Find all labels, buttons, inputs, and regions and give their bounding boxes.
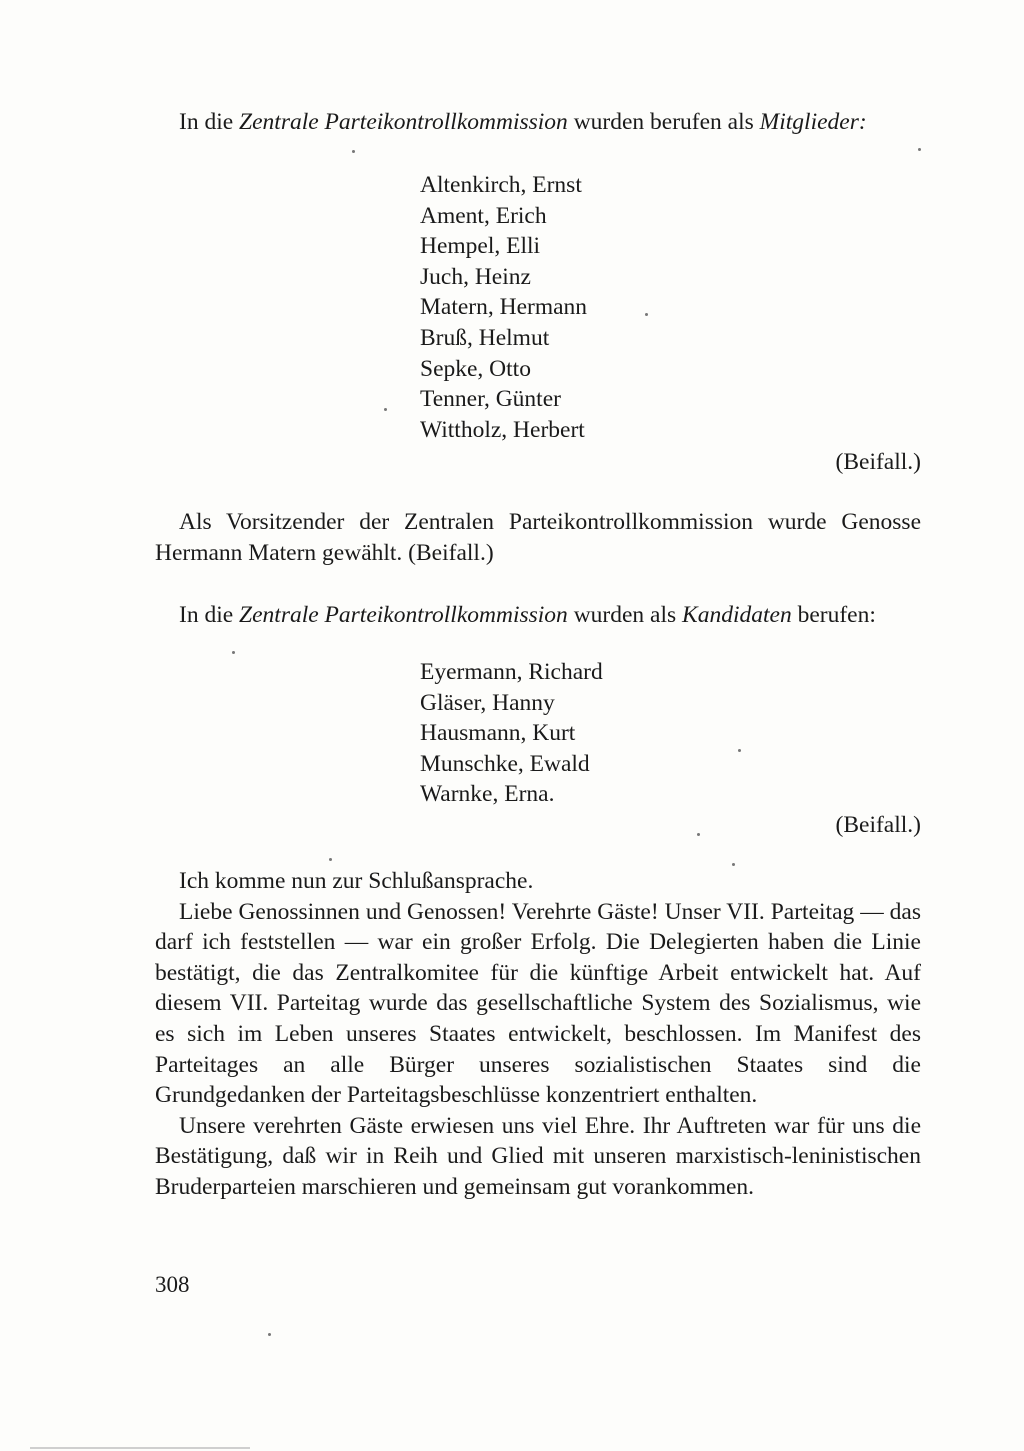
- scan-speck: [697, 833, 700, 836]
- candidates-intro: [155, 600, 921, 631]
- closing-line: Ich komme nun zur Schlußansprache.: [179, 868, 534, 894]
- closing-paragraph-2: Unsere verehrten Gäste erwiesen uns viel Ehre. Ihr Auftreten war für uns die Bestätigung, daß wir in Reih und Glied mit unseren marxistisch-leninistischen Bruderparteien marschieren und gemeinsam gut vorankommen.: [155, 1112, 921, 1200]
- role-members: Mitglieder:: [759, 109, 867, 135]
- role-candidates: Kandidaten: [682, 602, 792, 628]
- list-item: Tenner, Günter: [420, 386, 561, 413]
- commission-name: Zentrale Parteikontrollkommission: [239, 109, 568, 135]
- list-item: Sepke, Otto: [420, 355, 531, 382]
- closing-section: [155, 866, 921, 1203]
- list-item: Hempel, Elli: [420, 233, 541, 260]
- scan-speck: [232, 651, 235, 654]
- applause-note: (Beifall.): [835, 812, 921, 838]
- list-item: Bruß, Helmut: [420, 324, 550, 351]
- scan-speck: [384, 408, 387, 411]
- scan-speck: [268, 1333, 271, 1336]
- list-item: Ament, Erich: [420, 202, 547, 229]
- list-item: Altenkirch, Ernst: [420, 172, 582, 198]
- intro-text-a: In die: [179, 602, 240, 628]
- members-list: [420, 170, 587, 445]
- applause-note: (Beifall.): [835, 449, 921, 475]
- list-item: Gläser, Hanny: [420, 689, 555, 716]
- chair-paragraph: Als Vorsitzender der Zentralen Parteikontrollkommission wurde Genosse Hermann Matern gewählt. (Beifall.): [155, 509, 921, 566]
- scan-speck: [918, 148, 921, 151]
- members-intro: [155, 107, 921, 138]
- intro-text-b: wurden als: [567, 602, 683, 628]
- list-item: Juch, Heinz: [420, 263, 531, 290]
- list-item: Wittholz, Herbert: [420, 416, 585, 443]
- scan-speck: [645, 313, 648, 316]
- list-item: Warnke, Erna.: [420, 781, 555, 808]
- candidates-list: [420, 657, 603, 810]
- commission-name: Zentrale Parteikontrollkommission: [239, 602, 568, 628]
- scan-speck: [732, 863, 735, 866]
- intro-text-a: In die: [179, 109, 240, 135]
- closing-paragraph-1: Liebe Genossinnen und Genossen! Verehrte Gäste! Unser VII. Parteitag — das darf ich feststellen — war ein großer Erfolg. Die Delegierten haben die Linie bestätigt, die das Zentralkomitee für die künftige Arbeit entwickelt hat. Auf diesem VII. Parteitag wurde das gesellschaftliche System des Sozialismus, wie es sich im Leben unseres Staates entwickelt, beschlossen. Im Manifest des Parteitages an alle Bürger unseres sozialistischen Staates sind die Grundgedanken der Parteitagsbeschlüsse konzentriert enthalten.: [155, 898, 921, 1109]
- scan-speck: [329, 858, 332, 861]
- list-item: Hausmann, Kurt: [420, 720, 576, 747]
- page-number: 308: [155, 1272, 190, 1297]
- candidates-intro-paragraph: [155, 600, 921, 631]
- list-item: Munschke, Ewald: [420, 750, 590, 777]
- scan-speck: [352, 150, 355, 153]
- scan-edge: [30, 1447, 250, 1449]
- list-item: Eyermann, Richard: [420, 659, 603, 685]
- scan-speck: [738, 749, 741, 752]
- intro-text-b: wurden berufen als: [567, 109, 760, 135]
- list-item: Matern, Hermann: [420, 294, 588, 321]
- chair-section: [155, 507, 921, 568]
- intro-text-c: berufen:: [791, 602, 876, 628]
- members-intro-paragraph: [155, 107, 921, 138]
